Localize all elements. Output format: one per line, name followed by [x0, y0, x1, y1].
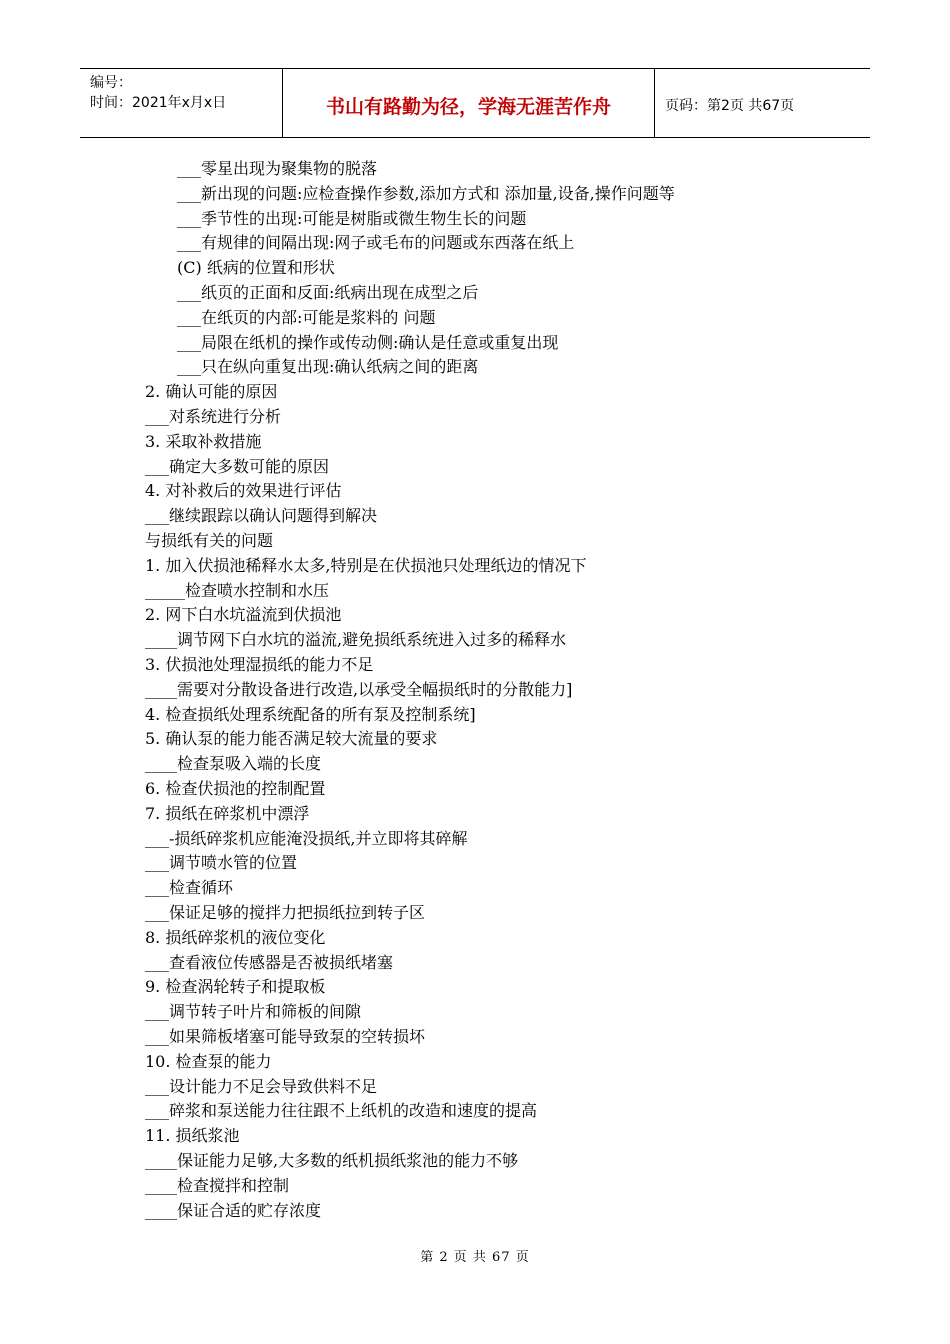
text-line: ___零星出现为聚集物的脱落 [177, 159, 378, 178]
text-line: ___调节转子叶片和筛板的间隙 [145, 1002, 362, 1022]
header-meta [80, 69, 283, 137]
text-line: 6. 检查伏损池的控制配置 [145, 779, 326, 798]
text-line: ____调节网下白水坑的溢流,避免损纸系统进入过多的稀释水 [145, 630, 567, 650]
text-line: 3. 伏损池处理湿损纸的能力不足 [145, 655, 374, 674]
text-line: ___只在纵向重复出现:确认纸病之间的距离 [177, 357, 479, 377]
text-line: 2. 网下白水坑溢流到伏损池 [145, 605, 342, 625]
text-line: ____保证能力足够,大多数的纸机损纸浆池的能力不够 [145, 1151, 519, 1170]
text-line: ___如果筛板堵塞可能导致泵的空转损坏 [145, 1027, 426, 1046]
text-line: 9. 检查涡轮转子和提取板 [145, 977, 326, 997]
text-line: ___碎浆和泵送能力往往跟不上纸机的改造和速度的提高 [145, 1101, 538, 1121]
header-motto: 书山有路勤为径，学海无涯苦作舟 [283, 69, 655, 137]
text-line: ___纸页的正面和反面:纸病出现在成型之后 [177, 283, 479, 302]
text-line: 8. 损纸碎浆机的液位变化 [145, 927, 326, 947]
page-header [80, 68, 870, 138]
text-line: ___检查循环 [145, 878, 234, 898]
text-line: 10. 检查泵的能力 [145, 1051, 272, 1071]
text-line: ___季节性的出现:可能是树脂或微生物生长的问题 [177, 208, 527, 228]
text-line: ____需要对分散设备进行改造,以承受全幅损纸时的分散能力] [145, 679, 573, 699]
header-page-info: 页码：第2页 共67页 [665, 98, 795, 114]
document-time-label: 时间：2021年x月x日 [90, 95, 227, 111]
text-line: 3. 采取补救措施 [145, 431, 262, 451]
text-line: 1. 加入伏损池稀释水太多,特别是在伏损池只处理纸边的情况下 [145, 555, 587, 575]
text-line: ___有规律的间隔出现:网子或毛布的问题或东西落在纸上 [177, 233, 575, 253]
text-line: _____检查喷水控制和水压 [145, 580, 330, 600]
document-number-label: 编号： [90, 75, 132, 91]
text-line: 2. 确认可能的原因 [145, 382, 278, 402]
text-line: 4. 对补救后的效果进行评估 [145, 481, 342, 501]
text-line: ___继续跟踪以确认问题得到解决 [145, 506, 378, 526]
text-line: ___对系统进行分析 [145, 407, 282, 426]
text-line: ___设计能力不足会导致供料不足 [145, 1076, 378, 1096]
text-line: (C) 纸病的位置和形状 [177, 258, 335, 278]
text-line: 7. 损纸在碎浆机中漂浮 [145, 803, 310, 823]
text-line: ____检查泵吸入端的长度 [145, 754, 322, 774]
text-line: 4. 检查损纸处理系统配备的所有泵及控制系统] [145, 704, 476, 724]
text-line: ___局限在纸机的操作或传动侧:确认是任意或重复出现 [177, 332, 559, 352]
text-line: ___确定大多数可能的原因 [145, 456, 330, 476]
text-line: 11. 损纸浆池 [145, 1126, 240, 1146]
text-line: ___查看液位传感器是否被损纸堵塞 [145, 952, 394, 972]
text-line: ____保证合适的贮存浓度 [145, 1200, 322, 1220]
text-line: ___新出现的问题:应检查操作参数,添加方式和 添加量,设备,操作问题等 [177, 183, 675, 203]
text-line: ___在纸页的内部:可能是浆料的 问题 [177, 307, 436, 327]
text-line: 5. 确认泵的能力能否满足较大流量的要求 [145, 729, 438, 749]
text-line: ___保证足够的搅拌力把损纸拉到转子区 [145, 903, 426, 922]
page-footer: 第 2 页 共 67 页 [420, 1250, 530, 1265]
text-line: ____检查搅拌和控制 [145, 1175, 290, 1195]
text-line: ___-损纸碎浆机应能淹没损纸,并立即将其碎解 [145, 828, 468, 848]
text-line: ___调节喷水管的位置 [145, 853, 298, 873]
text-line: 与损纸有关的问题 [145, 531, 274, 550]
